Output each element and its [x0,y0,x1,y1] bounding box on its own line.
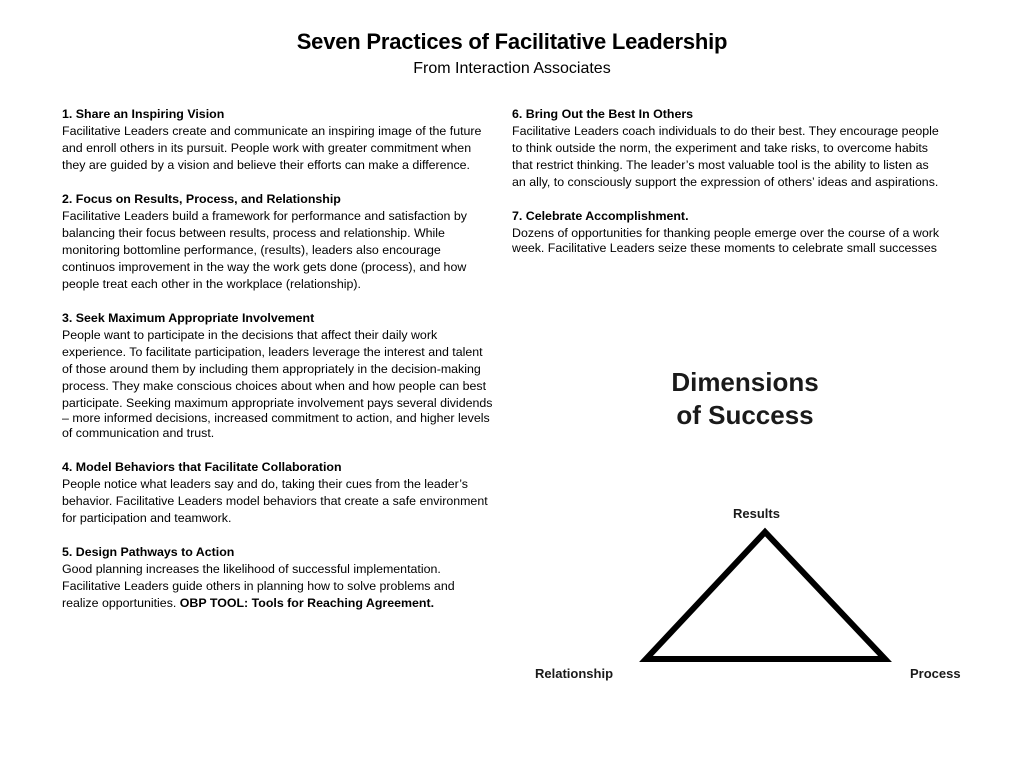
practice-text-line: People notice what leaders say and do, taking their cues from the leader’s [62,477,468,491]
vertex-label-process: Process [910,666,961,681]
practice-heading: 5. Design Pathways to Action [62,545,235,559]
practice-heading: 7. Celebrate Accomplishment. [512,209,689,223]
practice-text: realize opportunities. [62,596,177,610]
practice-text-line: balancing their focus between results, process and relationship. While [62,226,445,240]
vertex-label-results: Results [733,506,780,521]
practice-text-line: an ally, to consciously support the expression of others’ ideas and aspirations. [512,175,939,189]
spacer [62,293,516,310]
practice-7 [512,208,964,257]
practice-text-line: week. Facilitative Leaders seize these moments to celebrate small successes [512,241,937,255]
triangle-shape [646,532,885,659]
spacer [62,174,516,191]
spacer [512,191,964,208]
spacer [62,527,516,544]
success-triangle [630,518,900,668]
practice-text-line: People want to participate in the decisions that affect their daily work [62,328,438,342]
practice-1 [62,106,516,174]
practice-text-line: for participation and teamwork. [62,511,232,525]
practice-text-line: of those around them by including them appropriately in the decision-making [62,362,481,376]
practice-text-line: to think outside the norm, the experiment and take risks, to overcome habits [512,141,928,155]
practice-heading: 2. Focus on Results, Process, and Relationship [62,192,341,206]
practice-text-line: process. They make conscious choices about when and how people can best [62,379,487,393]
practice-text-line: that restrict thinking. The leader’s most valuable tool is the ability to listen as [512,158,929,172]
obp-tool-reference: OBP TOOL: Tools for Reaching Agreement. [179,596,435,610]
spacer [62,442,516,459]
vertex-label-relationship: Relationship [535,666,614,681]
practice-text-line: Facilitative Leaders create and communicate an inspiring image of the future [62,124,482,138]
right-column [512,106,964,257]
practice-text-line: participate. Seeking maximum appropriate involvement pays several dividends [62,396,493,410]
practice-3 [62,310,516,442]
practice-text-line: monitoring bottomline performance, (results), leaders also encourage [62,243,441,257]
practice-text-line [62,595,516,612]
practice-2 [62,191,516,293]
practice-text-line: continuos improvement in the way the work gets done (process), and how [62,260,467,274]
practice-text-line: Facilitative Leaders build a framework for performance and satisfaction by [62,209,467,223]
diagram-title-line: of Success [676,400,814,430]
left-column [62,106,516,612]
practice-text-line: – more informed decisions, increased commitment to action, and higher levels [62,411,490,425]
practice-heading: 4. Model Behaviors that Facilitate Collaboration [62,460,342,474]
practice-text-line: behavior. Facilitative Leaders model behaviors that create a safe environment [62,494,488,508]
practice-6 [512,106,964,191]
practice-text-line: Dozens of opportunities for thanking people emerge over the course of a work [512,226,940,240]
practice-4 [62,459,516,527]
diagram-title [600,366,890,432]
practice-text-line: of communication and trust. [62,426,215,440]
practice-text-line: Good planning increases the likelihood of successful implementation. [62,562,441,576]
practice-text-line: they are guided by a vision and believe their efforts can make a difference. [62,158,470,172]
practice-text-line: and enroll others in its pursuit. People work with greater commitment when [62,141,472,155]
practice-text-line: people treat each other in the workplace (relationship). [62,277,361,291]
page-title: Seven Practices of Facilitative Leadership [296,29,728,54]
practice-heading: 1. Share an Inspiring Vision [62,107,225,121]
page-subtitle: From Interaction Associates [413,60,611,77]
practice-text-line: Facilitative Leaders guide others in planning how to solve problems and [62,579,455,593]
practice-heading: 6. Bring Out the Best In Others [512,107,694,121]
practice-5 [62,544,516,612]
diagram-title-line: Dimensions [671,367,819,397]
practice-text-line: Facilitative Leaders coach individuals to do their best. They encourage people [512,124,939,138]
practice-text-line: experience. To facilitate participation, leaders leverage the interest and talent [62,345,483,359]
practice-heading: 3. Seek Maximum Appropriate Involvement [62,311,315,325]
